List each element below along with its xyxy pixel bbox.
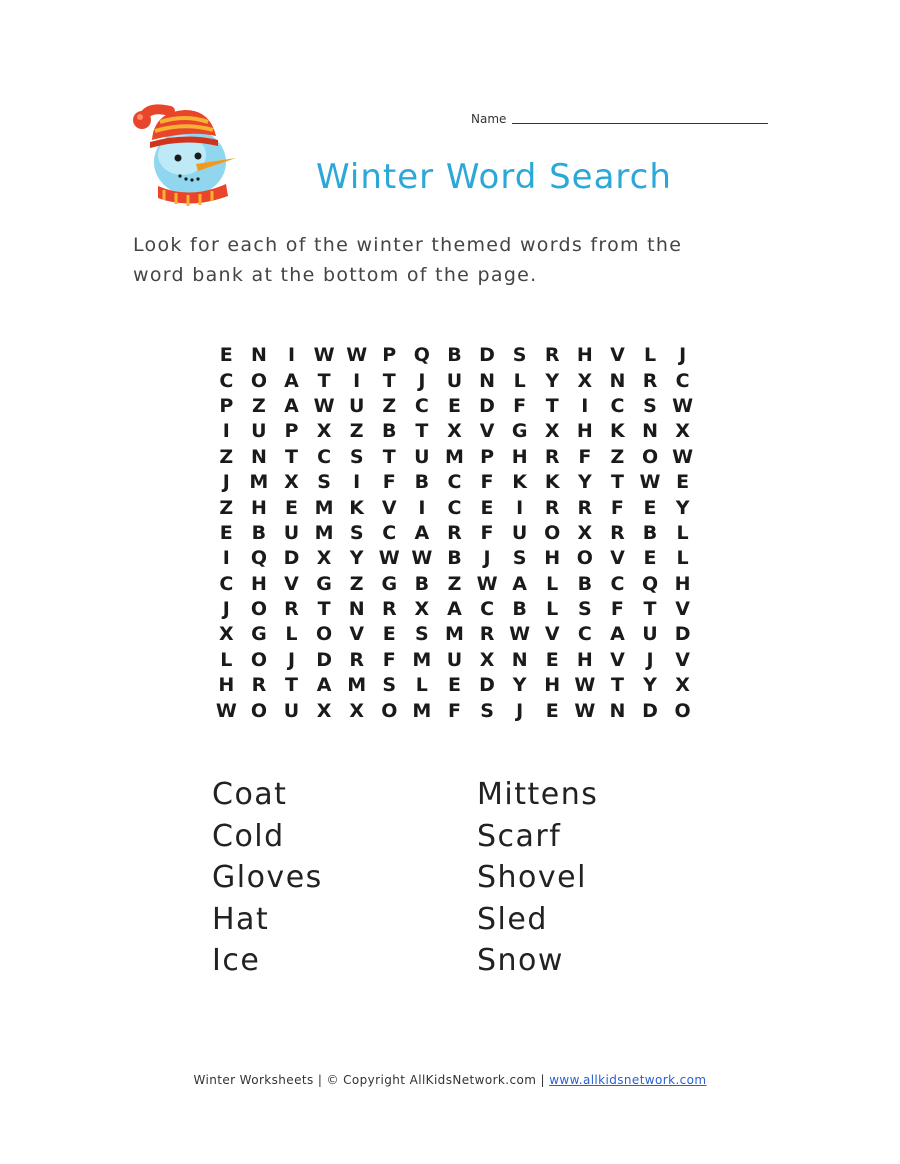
grid-letter: S [643,394,657,417]
word-bank-item: Hat [212,901,270,937]
footer-copyright: © Copyright AllKidsNetwork.com [326,1073,537,1087]
footer-separator: | [317,1073,323,1087]
grid-letter: J [287,648,296,671]
grid-letter: U [511,521,528,544]
grid-letter: W [215,699,237,722]
grid-letter: Q [413,344,430,367]
word-bank-item: Shovel [477,860,587,895]
grid-letter: Z [219,496,234,519]
grid-letter: C [610,572,625,595]
grid-letter: V [610,547,625,570]
grid-letter: E [219,521,233,544]
grid-letter: M [249,471,269,494]
grid-letter: T [643,598,657,621]
grid-letter: M [444,445,464,468]
grid-letter: K [512,471,527,494]
grid-letter: F [447,699,461,722]
grid-letter: S [512,344,527,367]
grid-letter: E [676,471,690,494]
grid-letter: Q [641,572,659,595]
grid-letter: W [313,344,335,367]
grid-letter: E [643,547,657,570]
grid-letter: B [414,572,430,595]
grid-letter: L [220,648,233,671]
grid-letter: B [447,344,462,367]
grid-letter: L [676,547,689,570]
grid-letter: H [511,445,528,468]
grid-letter: X [316,420,332,443]
grid-letter: J [679,344,687,367]
grid-letter: Z [610,445,625,468]
grid-letter: Z [349,420,364,443]
grid-letter: F [513,394,527,417]
grid-letter: F [382,648,396,671]
grid-letter: X [675,420,690,443]
grid-letter: D [283,547,300,570]
grid-letter: S [349,445,364,468]
grid-letter: I [418,496,426,519]
grid-letter: C [414,394,429,417]
grid-letter: B [251,521,267,544]
grid-letter: T [610,471,624,494]
grid-letter: W [574,699,596,722]
word-bank-item: Sled [477,901,548,937]
grid-letter: H [250,572,267,595]
grid-letter: A [414,521,430,544]
grid-letter: E [480,496,494,519]
grid-letter: N [479,369,495,392]
grid-letter: L [546,598,559,621]
grid-letter: X [218,623,234,646]
grid-letter: I [222,547,230,570]
grid-letter: U [348,394,365,417]
grid-letter: R [284,598,299,621]
grid-letter: R [349,648,364,671]
word-bank-item: Gloves [212,860,323,895]
grid-letter: X [577,521,593,544]
grid-letter: E [545,699,559,722]
page-title: Winter Word Search [316,157,672,197]
grid-letter: X [316,699,332,722]
grid-letter: G [251,623,267,646]
footer-separator: | [540,1073,545,1087]
grid-letter: G [511,420,528,443]
grid-letter: X [577,369,593,392]
grid-letter: R [447,521,462,544]
grid-letter: S [382,674,397,697]
word-bank-item: Coat [212,777,288,812]
grid-letter: H [576,344,593,367]
word-search-grid [210,343,699,724]
grid-letter: V [610,344,625,367]
grid-letter: R [610,521,625,544]
grid-letter: O [381,699,398,722]
grid-letter: N [250,445,267,468]
word-bank [212,775,677,983]
grid-letter: Y [512,674,527,697]
grid-letter: X [284,471,299,494]
grid-letter: U [446,648,463,671]
grid-letter: O [674,699,691,722]
grid-letter: M [347,674,367,697]
grid-letter: T [382,369,396,392]
grid-letter: K [349,496,365,519]
grid-letter: C [219,572,234,595]
grid-letter: X [447,420,462,443]
grid-letter: W [509,623,531,646]
name-label: Name [471,112,507,126]
grid-letter: N [642,420,658,443]
grid-letter: O [250,369,267,392]
grid-letter: B [447,547,462,570]
grid-letter: M [314,496,334,519]
grid-letter: X [414,598,430,621]
word-bank-item: Ice [212,943,261,978]
grid-letter: C [610,394,625,417]
grid-letter: A [316,674,332,697]
grid-letter: Y [545,369,560,392]
grid-letter: T [285,445,298,468]
grid-letter: K [610,420,625,443]
grid-letter: F [578,445,592,468]
grid-letter: F [610,496,624,519]
grid-letter: A [284,394,299,417]
grid-letter: N [348,598,365,621]
grid-letter: W [411,547,433,570]
grid-letter: E [545,648,559,671]
grid-letter: W [378,547,400,570]
grid-letter: V [544,623,560,646]
grid-letter: I [581,394,589,417]
grid-letter: L [285,623,298,646]
grid-letter: P [382,344,397,367]
grid-letter: V [381,496,397,519]
word-bank-item: Scarf [477,818,562,854]
grid-letter: C [577,623,592,646]
grid-letter: C [480,598,495,621]
grid-letter: O [250,699,267,722]
grid-letter: U [283,699,300,722]
grid-letter: V [675,598,690,621]
grid-letter: U [414,445,430,468]
name-field[interactable] [471,112,768,126]
grid-letter: J [222,598,230,621]
grid-letter: L [643,344,657,367]
grid-letter: L [546,572,559,595]
grid-letter: O [641,445,659,468]
grid-letter: O [576,547,593,570]
grid-letter: R [544,445,560,468]
grid-letter: C [447,471,462,494]
grid-letter: Z [219,445,234,468]
grid-letter: O [250,598,267,621]
footer [0,1073,900,1087]
grid-letter: D [479,674,495,697]
grid-letter: D [674,623,691,646]
grid-letter: U [446,369,463,392]
grid-letter: O [250,648,267,671]
grid-letter: V [675,648,690,671]
grid-letter: B [414,471,430,494]
grid-letter: I [287,344,296,367]
grid-letter: C [447,496,462,519]
grid-letter: T [382,445,396,468]
grid-letter: H [674,572,691,595]
grid-letter: H [576,648,593,671]
grid-letter: E [447,394,461,417]
grid-letter: N [609,699,626,722]
grid-letter: U [251,420,267,443]
grid-letter: F [480,521,494,544]
grid-letter: B [577,572,593,595]
grid-letter: N [250,344,267,367]
word-bank-item: Mittens [477,777,599,812]
grid-letter: E [382,623,396,646]
grid-letter: V [479,420,495,443]
grid-letter: H [544,547,561,570]
grid-letter: R [381,598,397,621]
grid-letter: B [382,420,397,443]
grid-letter: S [415,623,429,646]
grid-letter: T [415,420,429,443]
grid-letter: V [284,572,299,595]
grid-letter: B [512,598,527,621]
grid-letter: R [479,623,495,646]
grid-letter: G [381,572,398,595]
grid-letter: J [483,547,491,570]
grid-letter: D [479,394,495,417]
grid-letter: Z [349,572,364,595]
grid-letter: C [219,369,234,392]
grid-letter: F [480,471,494,494]
grid-letter: F [382,471,396,494]
grid-letter: A [447,598,462,621]
grid-letter: R [544,496,560,519]
grid-letter: H [218,674,235,697]
grid-letter: E [447,674,461,697]
grid-letter: M [412,699,432,722]
grid-letter: O [544,521,561,544]
grid-letter: B [642,521,658,544]
grid-letter: M [444,623,464,646]
grid-letter: R [251,674,267,697]
grid-letter: I [353,471,361,494]
grid-letter: C [675,369,690,392]
grid-letter: S [577,598,592,621]
grid-letter: L [513,369,526,392]
instructions-text: Look for each of the winter themed words from the word bank at the bottom of the page. [133,234,683,286]
grid-letter: R [577,496,593,519]
grid-letter: T [317,369,331,392]
grid-letter: P [480,445,495,468]
grid-letter: X [316,547,332,570]
grid-letter: S [317,471,331,494]
grid-letter: A [512,572,527,595]
grid-letter: U [283,521,300,544]
grid-letter: J [646,648,654,671]
grid-letter: E [643,496,657,519]
grid-letter: L [676,521,689,544]
grid-letter: Z [252,394,266,417]
grid-letter: E [219,344,233,367]
grid-letter: Z [382,394,397,417]
grid-letter: E [284,496,298,519]
grid-letter: T [545,394,559,417]
grid-letter: O [316,623,333,646]
grid-letter: X [479,648,495,671]
grid-letter: W [672,394,694,417]
grid-letter: W [346,344,368,367]
grid-letter: M [412,648,432,671]
grid-letter: J [222,471,230,494]
grid-letter: M [314,521,334,544]
grid-letter: X [544,420,560,443]
grid-letter: X [675,674,690,697]
grid-letter: F [610,598,624,621]
grid-letter: S [480,699,494,722]
grid-letter: H [250,496,267,519]
grid-letter: D [479,344,495,367]
grid-letter: Y [349,547,364,570]
grid-letter: Y [643,674,657,697]
footer-link[interactable]: www.allkidsnetwork.com [549,1073,707,1087]
grid-letter: U [642,623,658,646]
grid-letter: C [382,521,397,544]
grid-letter: D [316,648,332,671]
grid-letter: P [284,420,299,443]
grid-letter: A [284,369,299,392]
grid-letter: T [317,598,331,621]
grid-letter: V [610,648,625,671]
grid-letter: N [511,648,528,671]
grid-letter: J [516,699,524,722]
grid-letter: H [576,420,593,443]
grid-letter: Z [447,572,462,595]
grid-letter: S [349,521,364,544]
grid-letter: W [574,674,596,697]
grid-letter: P [219,394,234,417]
grid-letter: I [222,420,230,443]
name-underline [512,123,768,124]
grid-letter: J [418,369,426,392]
grid-letter: R [642,369,658,392]
word-bank-item: Snow [477,943,564,978]
grid-letter: S [512,547,527,570]
grid-letter: W [476,572,498,595]
grid-letter: I [353,369,361,392]
grid-letter: R [544,344,560,367]
snowman-icon [130,100,240,208]
grid-letter: W [672,445,694,468]
grid-letter: W [313,394,335,417]
grid-letter: C [317,445,332,468]
grid-letter: X [349,699,364,722]
grid-letter: N [609,369,626,392]
grid-letter: H [544,674,561,697]
grid-letter: I [516,496,524,519]
grid-letter: G [316,572,332,595]
word-bank-item: Cold [212,818,285,854]
grid-letter: Y [577,471,592,494]
grid-letter: T [285,674,298,697]
grid-letter: Y [675,496,690,519]
grid-letter: L [415,674,428,697]
grid-letter: D [642,699,658,722]
grid-letter: T [610,674,624,697]
footer-category: Winter Worksheets [193,1073,314,1087]
grid-letter: K [544,471,560,494]
grid-letter: Q [250,547,267,570]
grid-letter: V [349,623,365,646]
grid-letter: W [639,471,661,494]
grid-letter: A [610,623,625,646]
